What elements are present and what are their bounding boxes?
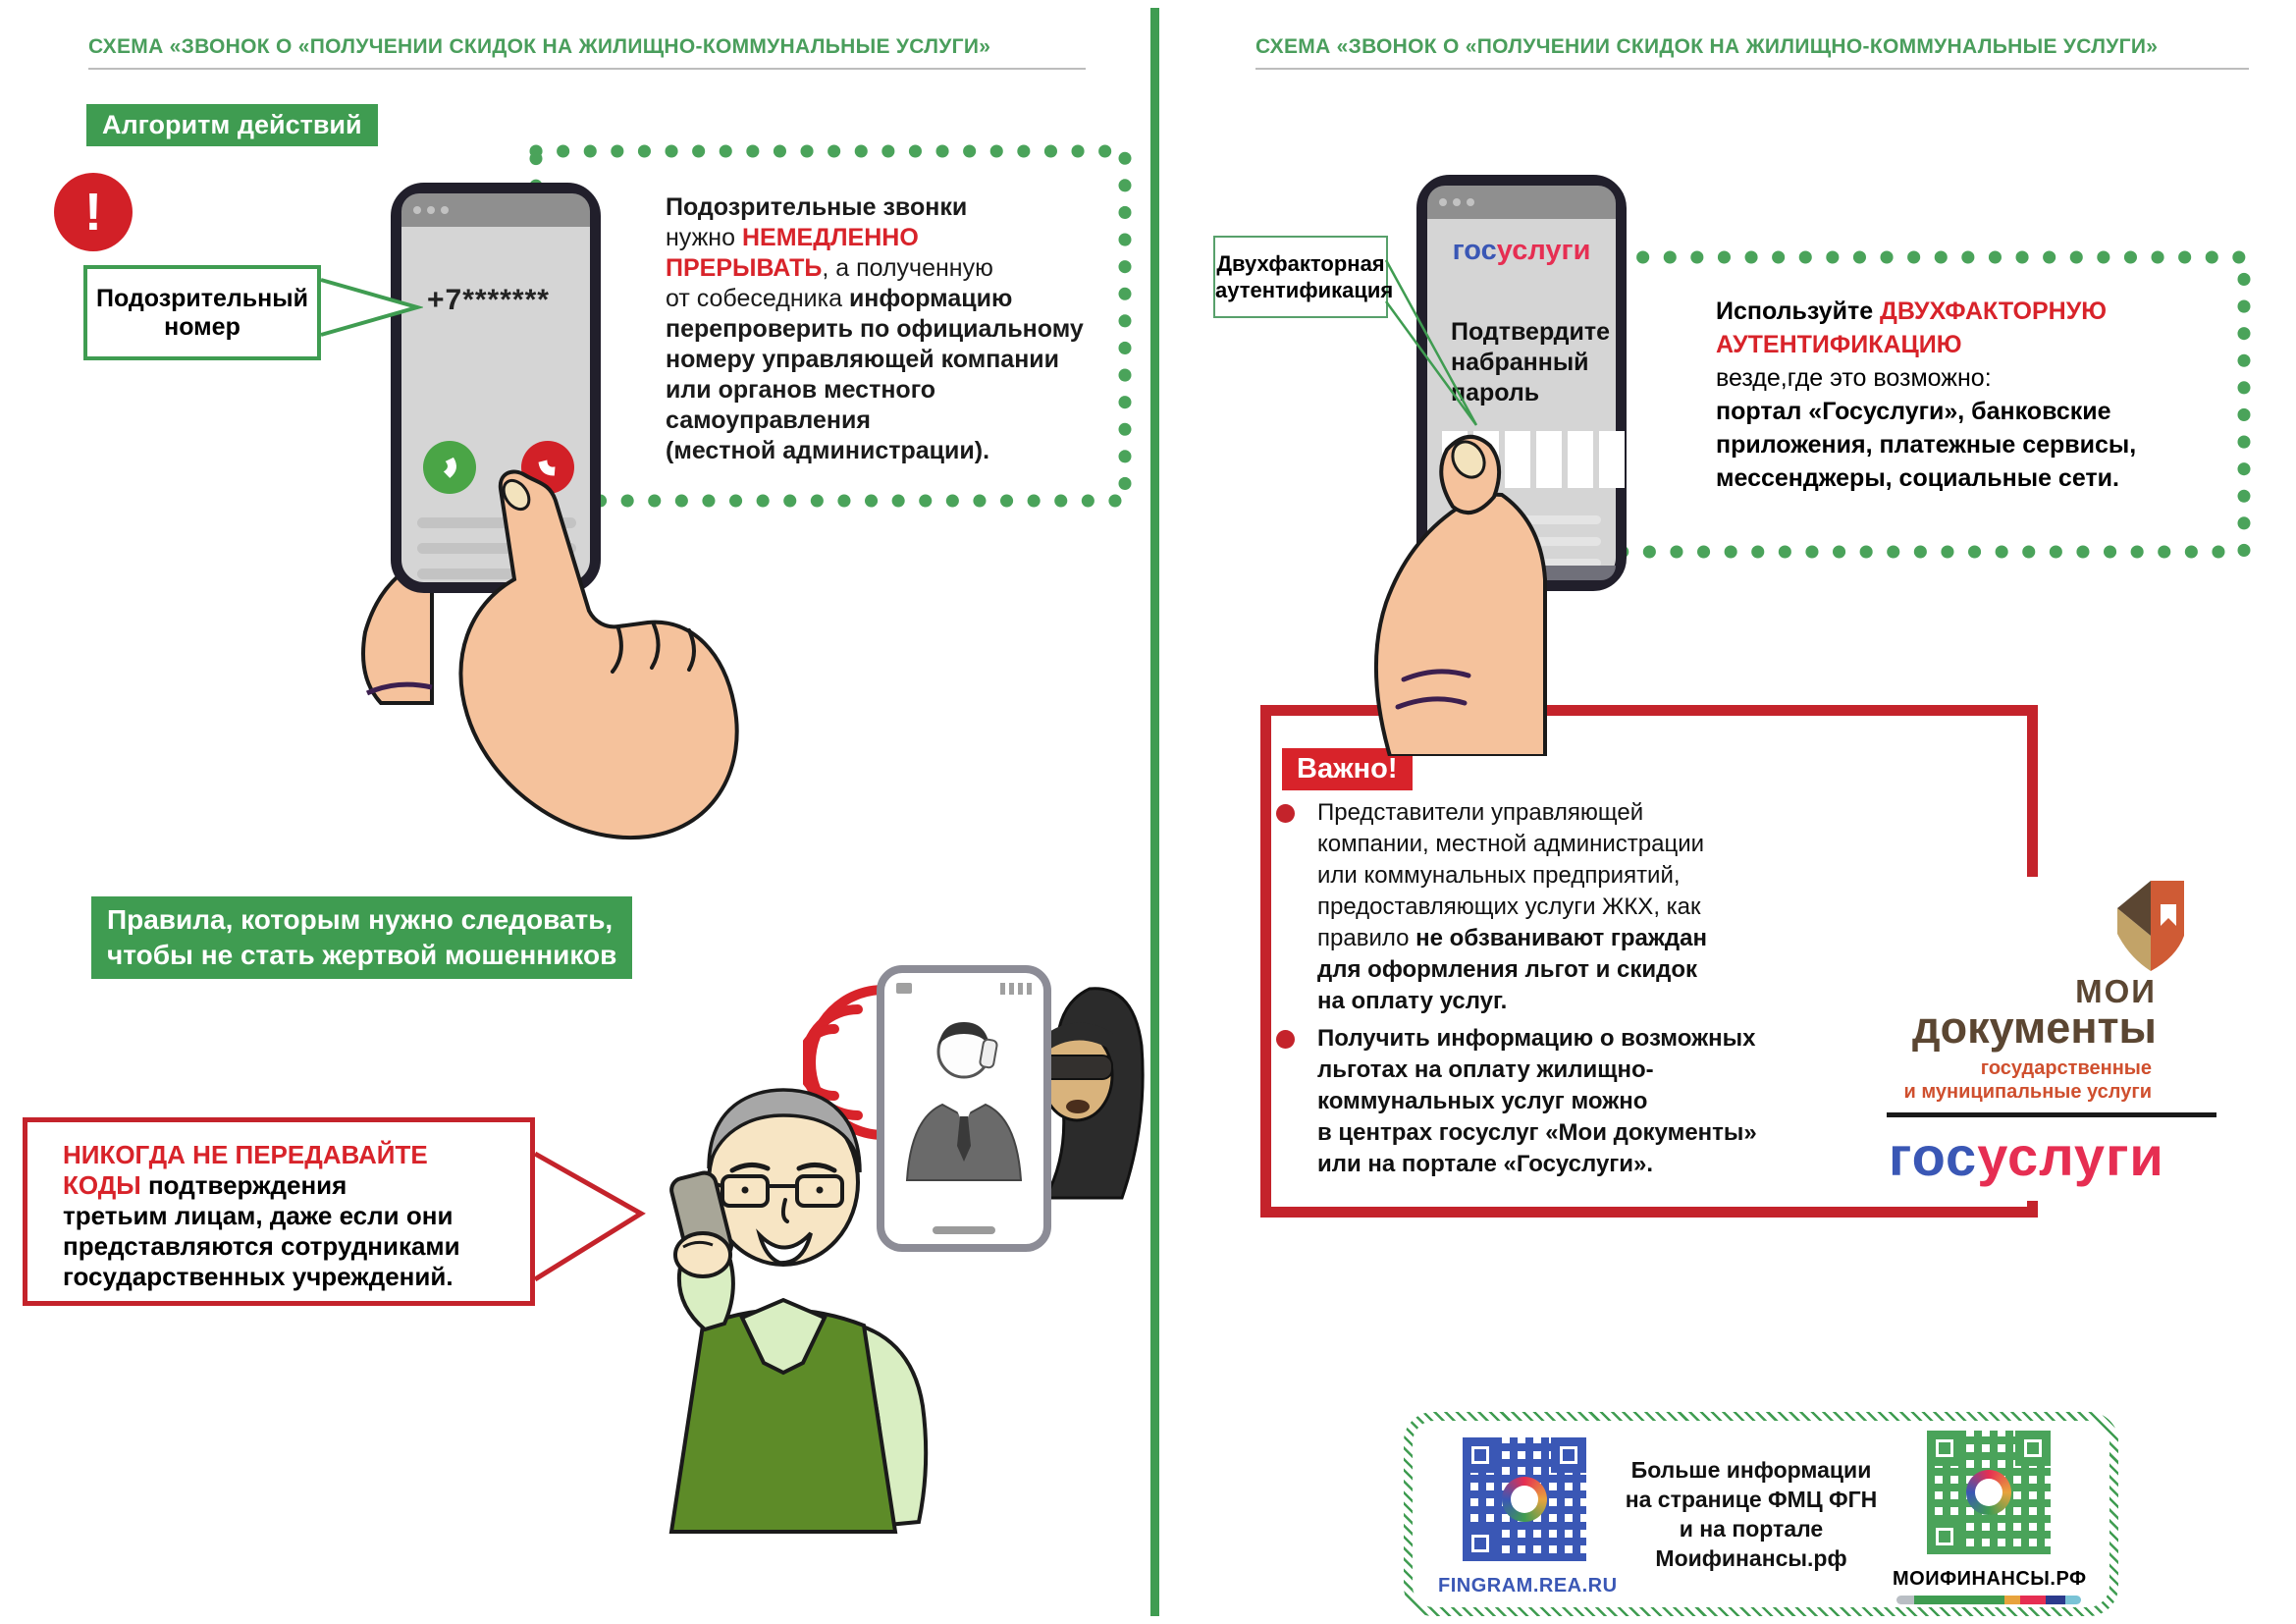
more-info-content: [1413, 1421, 2109, 1607]
caller-number: +7*******: [427, 284, 550, 316]
gosuslugi-logo-part1: гос: [1452, 235, 1497, 266]
qr-code-icon: [1921, 1425, 2056, 1560]
phone-status-bar: [401, 193, 590, 227]
advice-text: Подозрительные звонки нужно НЕМЕДЛЕННО ПРЕРЫВАТЬ, а полученную от собеседника информацию перепроверить по официальному номеру управляющей компании или органов местного самоуправления (местной администрации).: [666, 193, 1084, 464]
important-bullet-1: Представители управляющей компании, местной администрации или коммунальных предприятий, предоставляющих услуги ЖКХ, как правило не обзванивают граждан для оформления льгот и скидок на оплату услуг.: [1276, 797, 1707, 1017]
more-info-text: Больше информации на странице ФМЦ ФГН и на портале Моифинансы.рф: [1625, 1457, 1878, 1571]
left-page-title: СХЕМА «ЗВОНОК О «ПОЛУЧЕНИИ СКИДОК НА ЖИЛИЩНО-КОММУНАЛЬНЫЕ УСЛУГИ»: [88, 35, 991, 58]
confirm-password-text: Подтвердите набранный пароль: [1451, 318, 1610, 406]
moifinansy-caption: МОИФИНАНСЫ.РФ: [1893, 1567, 2087, 1590]
left-header-underline: [88, 68, 1086, 70]
holding-hand-icon: [1347, 432, 1568, 756]
brand-logos: [1883, 877, 2254, 1201]
moifinansy-column: [1893, 1425, 2087, 1604]
fingram-caption: FINGRAM.REA.RU: [1438, 1574, 1618, 1597]
never-share-codes-callout: НИКОГДА НЕ ПЕРЕДАВАЙТЕ КОДЫ подтверждения третьим лицам, даже если они представляются сотрудниками государственных учреждений.: [23, 1117, 535, 1306]
more-info-box: [1404, 1412, 2118, 1616]
qr-center-logo: [1966, 1470, 2011, 1515]
important-bullet-2: Получить информацию о возможных льготах на оплату жилищно- коммунальных услуг можно в центрах госуслуг «Мои документы» или на портале «Госуслуги».: [1276, 1023, 1757, 1180]
callout-pointer-icon: [319, 277, 423, 338]
moi-dokumenty-word1: МОИ: [2075, 973, 2157, 1009]
right-header-underline: [1255, 68, 2249, 70]
fingram-column: [1438, 1432, 1618, 1597]
alert-icon: !: [54, 173, 133, 251]
gosuslugi-logo-large: [1889, 1124, 2164, 1188]
use-2fa-text: Используйте ДВУХФАКТОРНУЮ АУТЕНТИФИКАЦИЮ везде,где это возможно: портал «Госуслуги», банковские приложения, платежные сервисы, мессенджеры, социальные сети.: [1716, 298, 2137, 492]
moi-dokumenty-sub2: и муниципальные услуги: [1903, 1081, 2152, 1103]
twofactor-callout: Двухфакторная аутентификация: [1213, 236, 1388, 318]
center-divider: [1150, 8, 1159, 1616]
call-menu-icon: [1000, 983, 1034, 995]
pointing-hand-icon: [324, 461, 746, 884]
callout-pointer-icon: [533, 1151, 647, 1284]
scam-phone: [877, 965, 1051, 1252]
logo-divider: [1887, 1112, 2216, 1117]
gosuslugi-large-part2: услуги: [1977, 1125, 2164, 1187]
qr-code-icon: [1457, 1432, 1592, 1567]
phone-status-bar: [1427, 186, 1616, 219]
gosuslugi-large-part1: гос: [1889, 1125, 1978, 1187]
section-label-rules: Правила, которым нужно следовать, чтобы не стать жертвой мошенников: [91, 896, 632, 979]
section-label-algorithm: Алгоритм действий: [86, 104, 378, 146]
suspicious-number-callout: Подозрительный номер: [83, 265, 321, 360]
qr-center-logo: [1502, 1477, 1547, 1522]
moifinansy-colorbar: [1893, 1596, 2084, 1604]
moi-dokumenty-word2: документы: [1912, 1002, 2157, 1053]
scammer-on-screen-icon: [895, 1008, 1033, 1185]
important-label: Важно!: [1282, 748, 1413, 790]
moi-dokumenty-icon: [2115, 879, 2186, 971]
contact-icon: [896, 983, 912, 994]
callout-pointer-lines: [1384, 250, 1482, 432]
gosuslugi-logo-part2: услуги: [1496, 235, 1591, 266]
moi-dokumenty-sub1: государственные: [1980, 1057, 2152, 1079]
right-page-title: СХЕМА «ЗВОНОК О «ПОЛУЧЕНИИ СКИДОК НА ЖИЛИЩНО-КОММУНАЛЬНЫЕ УСЛУГИ»: [1255, 35, 2159, 58]
home-bar: [933, 1226, 995, 1234]
